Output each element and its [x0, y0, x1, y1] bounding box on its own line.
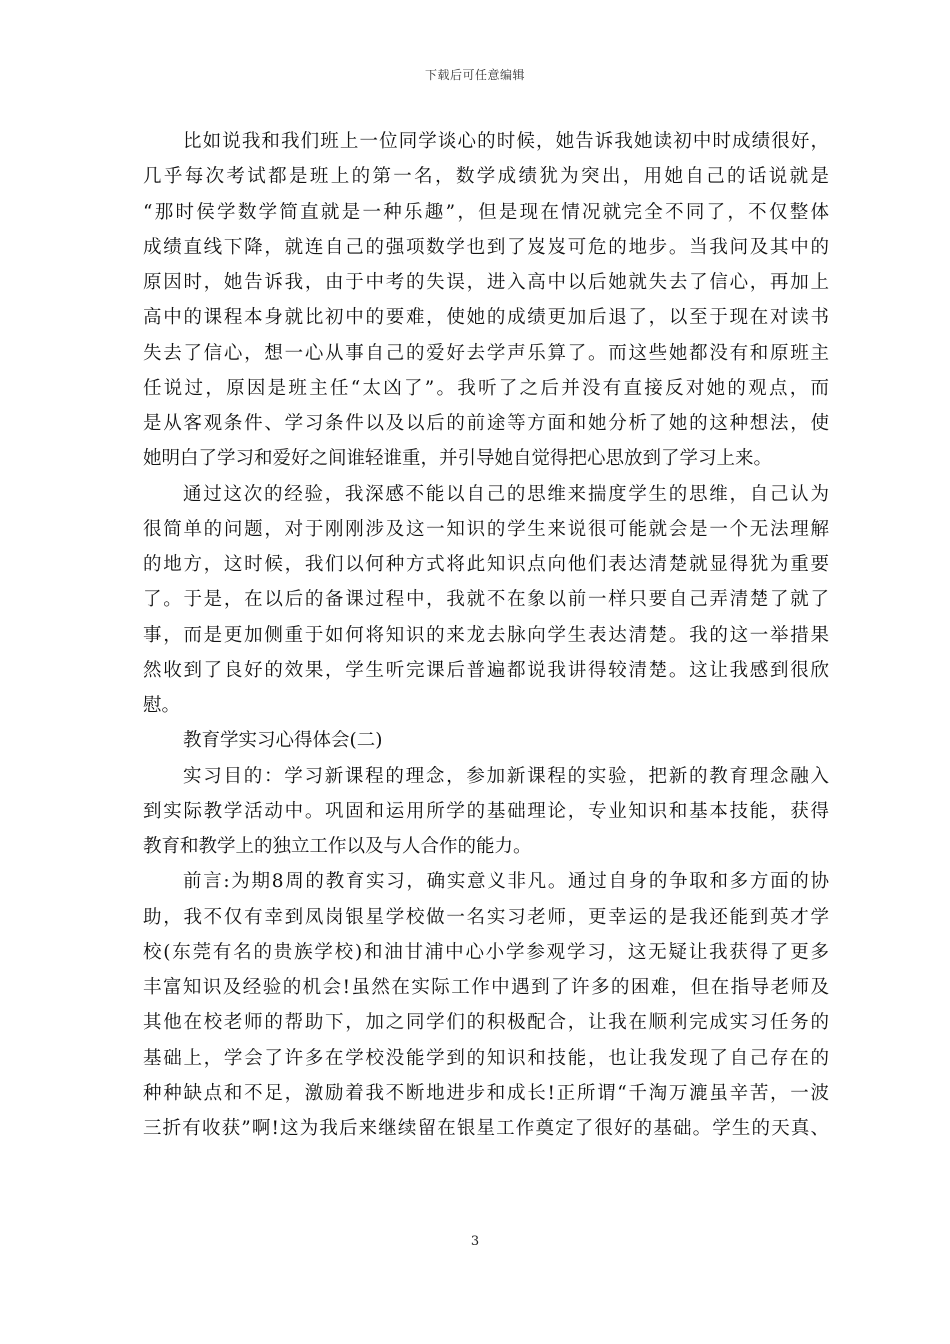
- text-line: 了。于是，在以后的备课过程中，我就不在象以前一样只要自己弄清楚了就了: [143, 589, 829, 611]
- text-line: 是从客观条件、学习条件以及以后的前途等方面和她分析了她的这种想法，使: [143, 413, 829, 434]
- text-line: 前言:为期8周的教育实习，确实意义非凡。通过自身的争取和多方面的协: [183, 871, 829, 893]
- text-line: 然收到了良好的效果，学生听完课后普遍都说我讲得较清楚。这让我感到很欣: [143, 659, 829, 681]
- text-line: 教育学实习心得体会(二): [183, 730, 383, 752]
- body-text: [143, 124, 829, 1146]
- text-line: 很简单的问题，对于刚刚涉及这一知识的学生来说很可能就会是一个无法理解: [143, 518, 829, 540]
- text-line: 实习目的：学习新课程的理念，参加新课程的实验，把新的教育理念融入: [183, 765, 829, 787]
- text-line: “那时侯学数学简直就是一种乐趣”，但是现在情况就完全不同了，不仅整体: [143, 201, 829, 223]
- text-line: 事，而是更加侧重于如何将知识的来龙去脉向学生表达清楚。我的这一举措果: [143, 624, 829, 646]
- text-line: 任说过，原因是班主任“太凶了”。我听了之后并没有直接反对她的观点，而: [143, 377, 829, 399]
- text-line: 失去了信心，想一心从事自己的爱好去学声乐算了。而这些她都没有和原班主: [143, 342, 829, 364]
- text-line: 原因时，她告诉我，由于中考的失误，进入高中以后她就失去了信心，再加上: [143, 272, 829, 293]
- text-line: 三折有收获”啊!这为我后来继续留在银星工作奠定了很好的基础。学生的天真、: [143, 1118, 829, 1139]
- text-line: 教育和教学上的独立工作以及与人合作的能力。: [143, 836, 532, 857]
- page-header: 下载后可任意编辑: [424, 68, 525, 82]
- text-line: 比如说我和我们班上一位同学谈心的时候，她告诉我她读初中时成绩很好，: [183, 131, 829, 152]
- text-line: 到实际教学活动中。巩固和运用所学的基础理论，专业知识和基本技能，获得: [143, 800, 829, 822]
- text-line: 几乎每次考试都是班上的第一名，数学成绩犹为突出，用她自己的话说就是: [143, 166, 829, 188]
- text-line: 丰富知识及经验的机会!虽然在实际工作中遇到了许多的困难，但在指导老师及: [143, 977, 829, 998]
- text-line: 的地方，这时候，我们以何种方式将此知识点向他们表达清楚就显得犹为重要: [143, 554, 829, 575]
- text-line: 基础上，学会了许多在学校没能学到的知识和技能，也让我发现了自己存在的: [143, 1047, 829, 1069]
- text-line: 通过这次的经验，我深感不能以自己的思维来揣度学生的思维，自己认为: [183, 483, 829, 505]
- text-line: 慰。: [143, 695, 181, 716]
- text-line: 她明白了学习和爱好之间谁轻谁重，并引导她自觉得把心思放到了学习上来。: [143, 448, 773, 470]
- text-line: 助，我不仅有幸到凤岗银星学校做一名实习老师，更幸运的是我还能到英才学: [143, 906, 829, 928]
- text-line: 其他在校老师的帮助下，加之同学们的积极配合，让我在顺利完成实习任务的: [143, 1012, 829, 1034]
- page-number: 3: [470, 1234, 480, 1249]
- text-line: 校(东莞有名的贵族学校)和油甘浦中心小学参观学习，这无疑让我获得了更多: [143, 941, 829, 963]
- text-line: 种种缺点和不足，激励着我不断地进步和成长!正所谓“千淘万漉虽辛苦，一波: [143, 1082, 829, 1104]
- text-line: 成绩直线下降，就连自己的强项数学也到了岌岌可危的地步。当我问及其中的: [143, 236, 829, 258]
- text-line: 高中的课程本身就比初中的要难，使她的成绩更加后退了，以至于现在对读书: [143, 307, 829, 329]
